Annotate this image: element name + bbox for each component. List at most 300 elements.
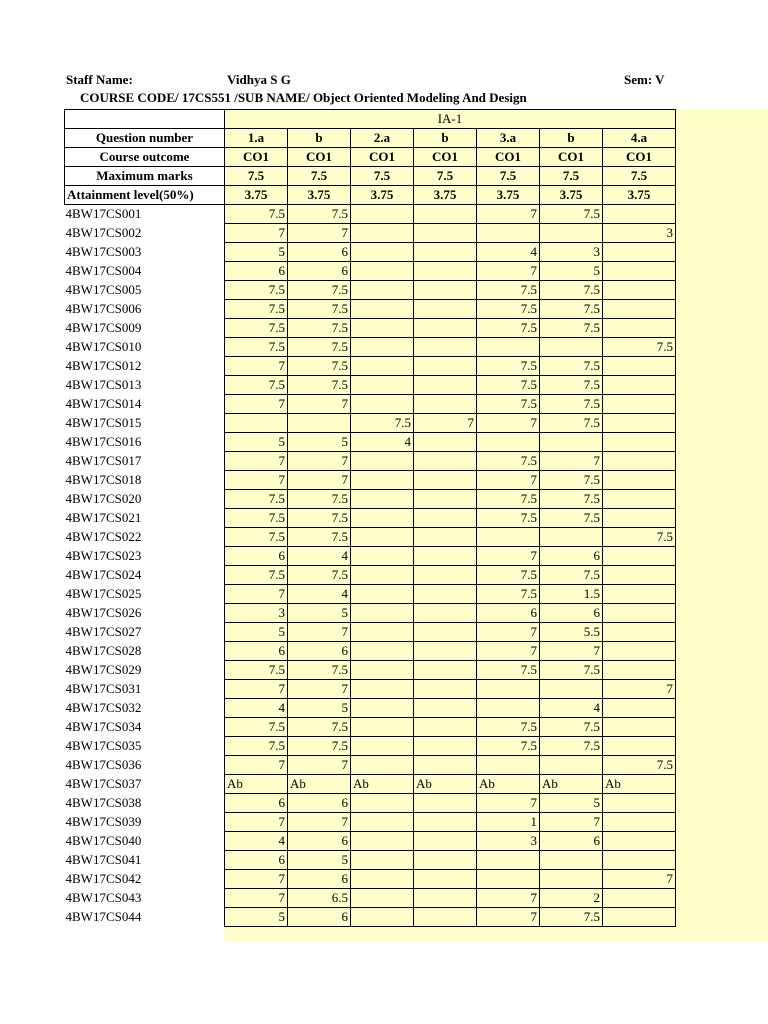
mark-cell[interactable]: 7 <box>288 813 351 832</box>
mark-cell[interactable]: 7 <box>225 889 288 908</box>
student-usn[interactable]: 4BW17CS044 <box>65 909 142 924</box>
mark-cell[interactable] <box>414 376 477 395</box>
mark-cell[interactable] <box>414 262 477 281</box>
mark-cell[interactable]: 7 <box>603 870 676 889</box>
mark-cell[interactable]: 7.5 <box>477 281 540 300</box>
header-row-label[interactable]: Maximum marks <box>65 167 225 186</box>
mark-cell[interactable] <box>477 851 540 870</box>
mark-cell[interactable] <box>603 832 676 851</box>
mark-cell[interactable] <box>603 376 676 395</box>
header-cell[interactable]: 7.5 <box>414 167 477 186</box>
mark-cell[interactable]: 7.5 <box>540 737 603 756</box>
mark-cell[interactable] <box>414 737 477 756</box>
mark-cell[interactable] <box>603 509 676 528</box>
mark-cell[interactable]: 7.5 <box>288 300 351 319</box>
mark-cell[interactable]: 7 <box>288 471 351 490</box>
mark-cell[interactable]: 7 <box>414 414 477 433</box>
mark-cell[interactable]: 6 <box>225 642 288 661</box>
mark-cell[interactable] <box>540 338 603 357</box>
mark-cell[interactable] <box>414 642 477 661</box>
mark-cell[interactable] <box>414 661 477 680</box>
mark-cell[interactable]: 7.5 <box>477 585 540 604</box>
mark-cell[interactable]: 6 <box>225 794 288 813</box>
mark-cell[interactable]: 7 <box>225 224 288 243</box>
mark-cell[interactable]: 7.5 <box>288 718 351 737</box>
mark-cell[interactable] <box>414 471 477 490</box>
mark-cell[interactable]: 5 <box>288 699 351 718</box>
mark-cell[interactable] <box>351 357 414 376</box>
header-row-label[interactable]: Question number <box>65 129 225 148</box>
mark-cell[interactable] <box>351 243 414 262</box>
header-cell[interactable]: 3.75 <box>225 186 288 205</box>
mark-cell[interactable] <box>540 528 603 547</box>
mark-cell[interactable] <box>603 566 676 585</box>
mark-cell[interactable]: 7.5 <box>225 528 288 547</box>
mark-cell[interactable] <box>414 395 477 414</box>
mark-cell[interactable]: 6 <box>225 262 288 281</box>
student-usn[interactable]: 4BW17CS025 <box>65 586 142 601</box>
mark-cell[interactable]: 7 <box>477 262 540 281</box>
mark-cell[interactable] <box>603 851 676 870</box>
mark-cell[interactable]: 7.5 <box>540 509 603 528</box>
student-usn[interactable]: 4BW17CS037 <box>65 776 142 791</box>
mark-cell[interactable]: 3 <box>603 224 676 243</box>
mark-cell[interactable] <box>477 224 540 243</box>
mark-cell[interactable] <box>351 680 414 699</box>
mark-cell[interactable] <box>603 585 676 604</box>
mark-cell[interactable] <box>414 205 477 224</box>
mark-cell[interactable] <box>414 585 477 604</box>
mark-cell[interactable]: 7.5 <box>288 490 351 509</box>
mark-cell[interactable]: 5 <box>225 433 288 452</box>
header-cell[interactable]: 3.75 <box>477 186 540 205</box>
mark-cell[interactable]: 7.5 <box>288 205 351 224</box>
student-usn[interactable]: 4BW17CS014 <box>65 396 142 411</box>
mark-cell[interactable]: 7 <box>477 642 540 661</box>
mark-cell[interactable] <box>288 414 351 433</box>
mark-cell[interactable]: 6 <box>540 547 603 566</box>
header-cell[interactable]: 3.75 <box>288 186 351 205</box>
mark-cell[interactable]: 7 <box>225 870 288 889</box>
header-cell[interactable]: 3.a <box>477 129 540 148</box>
mark-cell[interactable] <box>351 851 414 870</box>
header-cell[interactable]: 3.75 <box>540 186 603 205</box>
mark-cell[interactable]: 5 <box>540 794 603 813</box>
mark-cell[interactable]: 7 <box>477 414 540 433</box>
header-cell[interactable]: 7.5 <box>477 167 540 186</box>
mark-cell[interactable]: 7.5 <box>540 319 603 338</box>
mark-cell[interactable]: 7.5 <box>225 338 288 357</box>
mark-cell[interactable]: 7.5 <box>477 452 540 471</box>
header-cell[interactable]: CO1 <box>288 148 351 167</box>
mark-cell[interactable]: 6 <box>477 604 540 623</box>
mark-cell[interactable]: 7.5 <box>225 205 288 224</box>
mark-cell[interactable] <box>603 642 676 661</box>
student-usn[interactable]: 4BW17CS040 <box>65 833 142 848</box>
mark-cell[interactable] <box>477 338 540 357</box>
mark-cell[interactable] <box>414 813 477 832</box>
student-usn[interactable]: 4BW17CS018 <box>65 472 142 487</box>
mark-cell[interactable]: 7 <box>288 224 351 243</box>
mark-cell[interactable]: 6 <box>288 870 351 889</box>
mark-cell[interactable]: 4 <box>351 433 414 452</box>
mark-cell[interactable] <box>603 661 676 680</box>
mark-cell[interactable] <box>351 452 414 471</box>
mark-cell[interactable] <box>351 908 414 927</box>
mark-cell[interactable] <box>351 737 414 756</box>
student-usn[interactable]: 4BW17CS003 <box>65 244 142 259</box>
student-usn[interactable]: 4BW17CS002 <box>65 225 142 240</box>
mark-cell[interactable] <box>603 813 676 832</box>
mark-cell[interactable]: 7.5 <box>225 376 288 395</box>
student-usn[interactable]: 4BW17CS042 <box>65 871 142 886</box>
mark-cell[interactable]: 7.5 <box>603 528 676 547</box>
mark-cell[interactable]: 3 <box>225 604 288 623</box>
mark-cell[interactable]: 6 <box>288 243 351 262</box>
mark-cell[interactable] <box>603 395 676 414</box>
mark-cell[interactable] <box>603 718 676 737</box>
mark-cell[interactable]: 7 <box>225 452 288 471</box>
mark-cell[interactable] <box>414 718 477 737</box>
mark-cell[interactable]: 6 <box>225 851 288 870</box>
mark-cell[interactable]: 7.5 <box>288 528 351 547</box>
mark-cell[interactable]: 5 <box>540 262 603 281</box>
mark-cell[interactable]: 5 <box>288 851 351 870</box>
student-usn[interactable]: 4BW17CS026 <box>65 605 142 620</box>
mark-cell[interactable]: 6 <box>288 832 351 851</box>
header-cell[interactable]: 2.a <box>351 129 414 148</box>
student-usn[interactable]: 4BW17CS004 <box>65 263 142 278</box>
header-cell[interactable]: CO1 <box>540 148 603 167</box>
mark-cell[interactable] <box>540 224 603 243</box>
mark-cell[interactable] <box>603 433 676 452</box>
mark-cell[interactable]: 7.5 <box>540 414 603 433</box>
student-usn[interactable]: 4BW17CS043 <box>65 890 142 905</box>
mark-cell[interactable]: 7.5 <box>477 566 540 585</box>
mark-cell[interactable] <box>603 490 676 509</box>
mark-cell[interactable]: 7.5 <box>225 737 288 756</box>
mark-cell[interactable] <box>603 547 676 566</box>
mark-cell[interactable] <box>603 604 676 623</box>
mark-cell[interactable]: 7.5 <box>288 319 351 338</box>
mark-cell[interactable]: 7 <box>288 680 351 699</box>
mark-cell[interactable] <box>477 528 540 547</box>
header-cell[interactable]: 7.5 <box>351 167 414 186</box>
mark-cell[interactable]: 5 <box>225 623 288 642</box>
mark-cell[interactable]: 4 <box>225 699 288 718</box>
mark-cell[interactable] <box>414 832 477 851</box>
header-cell[interactable]: 4.a <box>603 129 676 148</box>
mark-cell[interactable]: 7 <box>540 813 603 832</box>
mark-cell[interactable] <box>351 300 414 319</box>
student-usn[interactable]: 4BW17CS020 <box>65 491 142 506</box>
mark-cell[interactable] <box>414 528 477 547</box>
mark-cell[interactable] <box>603 262 676 281</box>
student-usn[interactable]: 4BW17CS013 <box>65 377 142 392</box>
mark-cell[interactable] <box>351 376 414 395</box>
mark-cell[interactable]: 7.5 <box>225 281 288 300</box>
mark-cell[interactable]: 4 <box>288 547 351 566</box>
header-cell[interactable]: 7.5 <box>288 167 351 186</box>
mark-cell[interactable]: 7.5 <box>288 281 351 300</box>
student-usn[interactable]: 4BW17CS041 <box>65 852 142 867</box>
mark-cell[interactable] <box>603 205 676 224</box>
header-cell[interactable]: CO1 <box>225 148 288 167</box>
student-usn[interactable]: 4BW17CS006 <box>65 301 142 316</box>
mark-cell[interactable] <box>540 870 603 889</box>
mark-cell[interactable] <box>414 794 477 813</box>
mark-cell[interactable] <box>351 718 414 737</box>
mark-cell[interactable]: 6 <box>540 832 603 851</box>
mark-cell[interactable] <box>414 452 477 471</box>
mark-cell[interactable] <box>351 642 414 661</box>
student-usn[interactable]: 4BW17CS031 <box>65 681 142 696</box>
mark-cell[interactable] <box>477 680 540 699</box>
mark-cell[interactable] <box>351 813 414 832</box>
header-cell[interactable]: 7.5 <box>540 167 603 186</box>
student-usn[interactable]: 4BW17CS005 <box>65 282 142 297</box>
mark-cell[interactable] <box>414 908 477 927</box>
mark-cell[interactable] <box>603 281 676 300</box>
header-cell[interactable]: b <box>540 129 603 148</box>
mark-cell[interactable]: 7 <box>225 813 288 832</box>
mark-cell[interactable] <box>351 224 414 243</box>
mark-cell[interactable]: 7.5 <box>477 300 540 319</box>
mark-cell[interactable] <box>351 319 414 338</box>
mark-cell[interactable] <box>603 471 676 490</box>
header-cell[interactable]: 1.a <box>225 129 288 148</box>
mark-cell[interactable] <box>603 414 676 433</box>
mark-cell[interactable] <box>414 490 477 509</box>
mark-cell[interactable] <box>414 281 477 300</box>
mark-cell[interactable]: 7.5 <box>477 319 540 338</box>
mark-cell[interactable]: 7.5 <box>225 509 288 528</box>
mark-cell[interactable]: 7 <box>477 623 540 642</box>
header-cell[interactable]: CO1 <box>603 148 676 167</box>
mark-cell[interactable]: 7 <box>225 395 288 414</box>
mark-cell[interactable] <box>351 566 414 585</box>
mark-cell[interactable] <box>603 908 676 927</box>
mark-cell[interactable] <box>351 870 414 889</box>
mark-cell[interactable]: Ab <box>540 775 603 794</box>
header-row-label[interactable]: Attainment level(50%) <box>65 186 225 205</box>
mark-cell[interactable] <box>414 699 477 718</box>
mark-cell[interactable]: 7.5 <box>288 509 351 528</box>
mark-cell[interactable]: 4 <box>540 699 603 718</box>
mark-cell[interactable]: 7.5 <box>477 376 540 395</box>
mark-cell[interactable] <box>414 224 477 243</box>
mark-cell[interactable] <box>414 547 477 566</box>
student-usn[interactable]: 4BW17CS010 <box>65 339 142 354</box>
mark-cell[interactable] <box>351 490 414 509</box>
student-usn[interactable]: 4BW17CS034 <box>65 719 142 734</box>
mark-cell[interactable]: 5.5 <box>540 623 603 642</box>
mark-cell[interactable] <box>351 585 414 604</box>
mark-cell[interactable]: 7.5 <box>288 376 351 395</box>
mark-cell[interactable] <box>603 623 676 642</box>
mark-cell[interactable] <box>414 889 477 908</box>
student-usn[interactable]: 4BW17CS022 <box>65 529 142 544</box>
mark-cell[interactable]: 7 <box>477 547 540 566</box>
mark-cell[interactable]: 7.5 <box>540 300 603 319</box>
mark-cell[interactable] <box>351 205 414 224</box>
mark-cell[interactable] <box>351 281 414 300</box>
mark-cell[interactable]: 7 <box>225 357 288 376</box>
mark-cell[interactable] <box>477 433 540 452</box>
mark-cell[interactable]: 7.5 <box>288 661 351 680</box>
mark-cell[interactable]: 7.5 <box>540 376 603 395</box>
mark-cell[interactable]: 6 <box>288 794 351 813</box>
student-usn[interactable]: 4BW17CS024 <box>65 567 142 582</box>
mark-cell[interactable]: 7 <box>288 395 351 414</box>
mark-cell[interactable] <box>414 357 477 376</box>
mark-cell[interactable]: 4 <box>225 832 288 851</box>
mark-cell[interactable] <box>414 870 477 889</box>
mark-cell[interactable] <box>351 547 414 566</box>
mark-cell[interactable]: 7 <box>225 471 288 490</box>
mark-cell[interactable]: 7 <box>477 889 540 908</box>
header-cell[interactable]: CO1 <box>351 148 414 167</box>
mark-cell[interactable]: 7 <box>225 585 288 604</box>
mark-cell[interactable]: 7.5 <box>477 490 540 509</box>
mark-cell[interactable]: 4 <box>288 585 351 604</box>
mark-cell[interactable]: 7 <box>477 471 540 490</box>
mark-cell[interactable]: 7.5 <box>540 357 603 376</box>
mark-cell[interactable] <box>414 604 477 623</box>
mark-cell[interactable]: 5 <box>225 908 288 927</box>
mark-cell[interactable]: 7 <box>288 623 351 642</box>
student-usn[interactable]: 4BW17CS017 <box>65 453 142 468</box>
mark-cell[interactable] <box>351 623 414 642</box>
student-usn[interactable]: 4BW17CS015 <box>65 415 142 430</box>
mark-cell[interactable]: 7.5 <box>351 414 414 433</box>
mark-cell[interactable]: 7 <box>540 452 603 471</box>
mark-cell[interactable]: 7.5 <box>540 566 603 585</box>
mark-cell[interactable] <box>603 243 676 262</box>
student-usn[interactable]: 4BW17CS023 <box>65 548 142 563</box>
mark-cell[interactable]: 7.5 <box>477 737 540 756</box>
mark-cell[interactable]: Ab <box>477 775 540 794</box>
mark-cell[interactable]: 7.5 <box>603 338 676 357</box>
student-usn[interactable]: 4BW17CS028 <box>65 643 142 658</box>
header-cell[interactable]: 3.75 <box>414 186 477 205</box>
mark-cell[interactable] <box>477 699 540 718</box>
mark-cell[interactable]: 7.5 <box>477 718 540 737</box>
mark-cell[interactable]: 7.5 <box>477 509 540 528</box>
mark-cell[interactable]: 7.5 <box>288 737 351 756</box>
mark-cell[interactable] <box>414 680 477 699</box>
mark-cell[interactable]: 7 <box>288 452 351 471</box>
mark-cell[interactable] <box>540 851 603 870</box>
mark-cell[interactable]: 7.5 <box>225 718 288 737</box>
mark-cell[interactable]: 5 <box>288 433 351 452</box>
mark-cell[interactable]: 4 <box>477 243 540 262</box>
mark-cell[interactable]: Ab <box>225 775 288 794</box>
mark-cell[interactable] <box>414 509 477 528</box>
mark-cell[interactable] <box>603 357 676 376</box>
mark-cell[interactable]: 7.5 <box>225 319 288 338</box>
mark-cell[interactable] <box>477 870 540 889</box>
mark-cell[interactable]: 7.5 <box>288 357 351 376</box>
student-usn[interactable]: 4BW17CS035 <box>65 738 142 753</box>
mark-cell[interactable] <box>603 319 676 338</box>
mark-cell[interactable]: 7 <box>288 756 351 775</box>
mark-cell[interactable] <box>351 528 414 547</box>
mark-cell[interactable] <box>603 452 676 471</box>
mark-cell[interactable]: 7.5 <box>540 395 603 414</box>
mark-cell[interactable]: 7.5 <box>540 661 603 680</box>
mark-cell[interactable]: 7.5 <box>288 338 351 357</box>
mark-cell[interactable] <box>351 338 414 357</box>
mark-cell[interactable]: 5 <box>225 243 288 262</box>
mark-cell[interactable]: 7 <box>540 642 603 661</box>
mark-cell[interactable]: Ab <box>603 775 676 794</box>
mark-cell[interactable] <box>540 433 603 452</box>
mark-cell[interactable]: 5 <box>288 604 351 623</box>
student-usn[interactable]: 4BW17CS039 <box>65 814 142 829</box>
mark-cell[interactable]: 2 <box>540 889 603 908</box>
mark-cell[interactable] <box>414 756 477 775</box>
mark-cell[interactable]: Ab <box>351 775 414 794</box>
header-cell[interactable]: 7.5 <box>225 167 288 186</box>
mark-cell[interactable] <box>351 889 414 908</box>
mark-cell[interactable]: 7 <box>477 205 540 224</box>
ia-label-cell[interactable]: IA-1 <box>225 110 676 129</box>
mark-cell[interactable] <box>351 509 414 528</box>
mark-cell[interactable] <box>477 756 540 775</box>
mark-cell[interactable] <box>225 414 288 433</box>
mark-cell[interactable]: 7.5 <box>288 566 351 585</box>
mark-cell[interactable]: 3 <box>477 832 540 851</box>
mark-cell[interactable] <box>351 604 414 623</box>
mark-cell[interactable] <box>351 794 414 813</box>
mark-cell[interactable] <box>351 395 414 414</box>
student-usn[interactable]: 4BW17CS016 <box>65 434 142 449</box>
mark-cell[interactable] <box>603 794 676 813</box>
mark-cell[interactable]: 1.5 <box>540 585 603 604</box>
mark-cell[interactable] <box>351 756 414 775</box>
mark-cell[interactable] <box>351 661 414 680</box>
mark-cell[interactable]: 7.5 <box>477 661 540 680</box>
mark-cell[interactable] <box>414 319 477 338</box>
header-cell[interactable]: 7.5 <box>603 167 676 186</box>
mark-cell[interactable]: 7.5 <box>477 395 540 414</box>
mark-cell[interactable]: 7.5 <box>540 718 603 737</box>
mark-cell[interactable] <box>540 680 603 699</box>
student-usn[interactable]: 4BW17CS038 <box>65 795 142 810</box>
mark-cell[interactable]: 6 <box>225 547 288 566</box>
header-row-label[interactable]: Course outcome <box>65 148 225 167</box>
mark-cell[interactable]: 7.5 <box>225 490 288 509</box>
mark-cell[interactable] <box>603 889 676 908</box>
student-usn[interactable]: 4BW17CS012 <box>65 358 142 373</box>
mark-cell[interactable]: 3 <box>540 243 603 262</box>
mark-cell[interactable] <box>414 300 477 319</box>
mark-cell[interactable] <box>351 262 414 281</box>
student-usn[interactable]: 4BW17CS021 <box>65 510 142 525</box>
mark-cell[interactable]: 7.5 <box>477 357 540 376</box>
mark-cell[interactable]: 7.5 <box>540 908 603 927</box>
mark-cell[interactable] <box>414 623 477 642</box>
mark-cell[interactable]: 7 <box>225 680 288 699</box>
mark-cell[interactable]: 1 <box>477 813 540 832</box>
mark-cell[interactable] <box>414 243 477 262</box>
mark-cell[interactable] <box>603 737 676 756</box>
header-cell[interactable]: b <box>414 129 477 148</box>
mark-cell[interactable] <box>414 851 477 870</box>
mark-cell[interactable]: 7.5 <box>540 490 603 509</box>
mark-cell[interactable]: 7.5 <box>540 205 603 224</box>
